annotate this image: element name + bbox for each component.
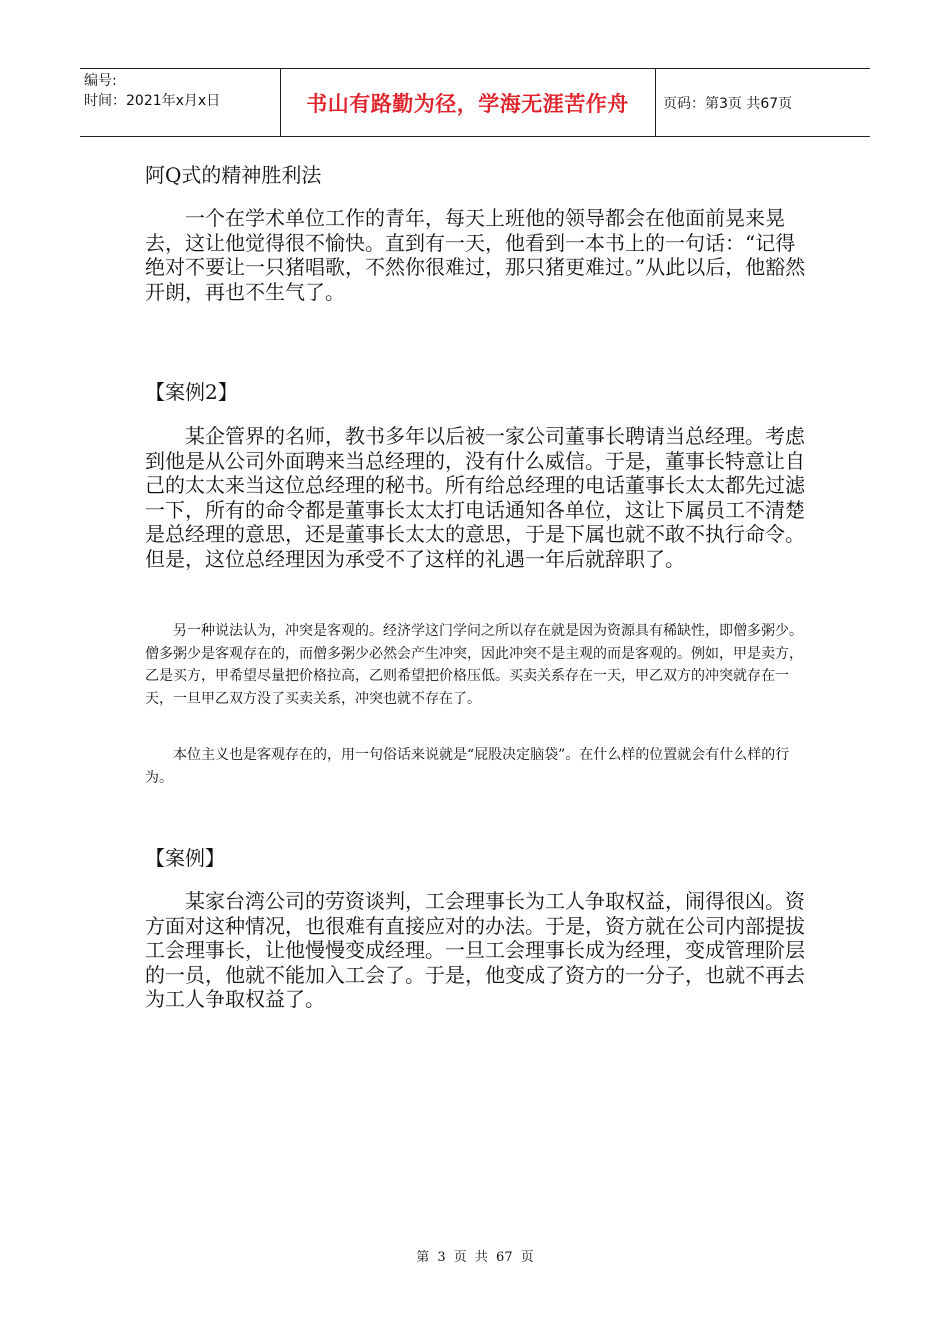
section-title: 阿Q式的精神胜利法 xyxy=(145,163,322,187)
number-label: 编号: xyxy=(84,73,117,89)
case2-heading: 【案例2】 xyxy=(145,380,238,404)
paragraph-3: 某家台湾公司的劳资谈判，工会理事长为工人争取权益，闹得很凶。资方面对这种情况，也很难有直接应对的办法。于是，资方就在公司内部提拔工会理事长，让他慢慢变成经理。一旦工会理事长成为经理，变成管理阶层的一员，他就不能加入工会了。于是，他变成了资方的一分子，也就不再去为工人争取权益了。 xyxy=(145,889,805,1011)
page-header xyxy=(80,68,870,137)
page-footer: 第 3 页 共 67 页 xyxy=(416,1250,534,1265)
header-meta xyxy=(84,71,278,111)
header-page-info: 页码：第3页 共67页 xyxy=(663,95,793,112)
header-divider xyxy=(655,69,656,136)
header-motto: 书山有路勤为径，学海无涯苦作舟 xyxy=(306,91,629,116)
paragraph-1: 一个在学术单位工作的青年，每天上班他的领导都会在他面前晃来晃去，这让他觉得很不愉快。直到有一天，他看到一本书上的一句话：“记得绝对不要让一只猪唱歌，不然你很难过，那只猪更难过。”从此以后，他豁然开朗，再也不生气了。 xyxy=(145,206,806,304)
paragraph-2: 某企管界的名师，教书多年以后被一家公司董事长聘请当总经理。考虑到他是从公司外面聘来当总经理的，没有什么威信。于是，董事长特意让自己的太太来当这位总经理的秘书。所有给总经理的电话董事长太太都先过滤一下，所有的命令都是董事长太太打电话通知各单位，这让下属员工不清楚是总经理的意思，还是董事长太太的意思，于是下属也就不敢不执行命令。但是，这位总经理因为承受不了这样的礼遇一年后就辞职了。 xyxy=(145,424,805,571)
case-heading: 【案例】 xyxy=(145,846,225,870)
small-paragraph-1: 另一种说法认为，冲突是客观的。经济学这门学问之所以存在就是因为资源具有稀缺性，即僧多粥少。僧多粥少是客观存在的，而僧多粥少必然会产生冲突，因此冲突不是主观的而是客观的。例如，甲是卖方，乙是买方，甲希望尽量把价格拉高，乙则希望把价格压低。买卖关系存在一天，甲乙双方的冲突就存在一天，一旦甲乙双方没了买卖关系，冲突也就不存在了。 xyxy=(145,623,803,707)
time-label: 时间：2021年x月x日 xyxy=(84,93,221,109)
small-paragraph-2: 本位主义也是客观存在的，用一句俗话来说就是“屁股决定脑袋”。在什么样的位置就会有什么样的行为。 xyxy=(145,747,790,786)
